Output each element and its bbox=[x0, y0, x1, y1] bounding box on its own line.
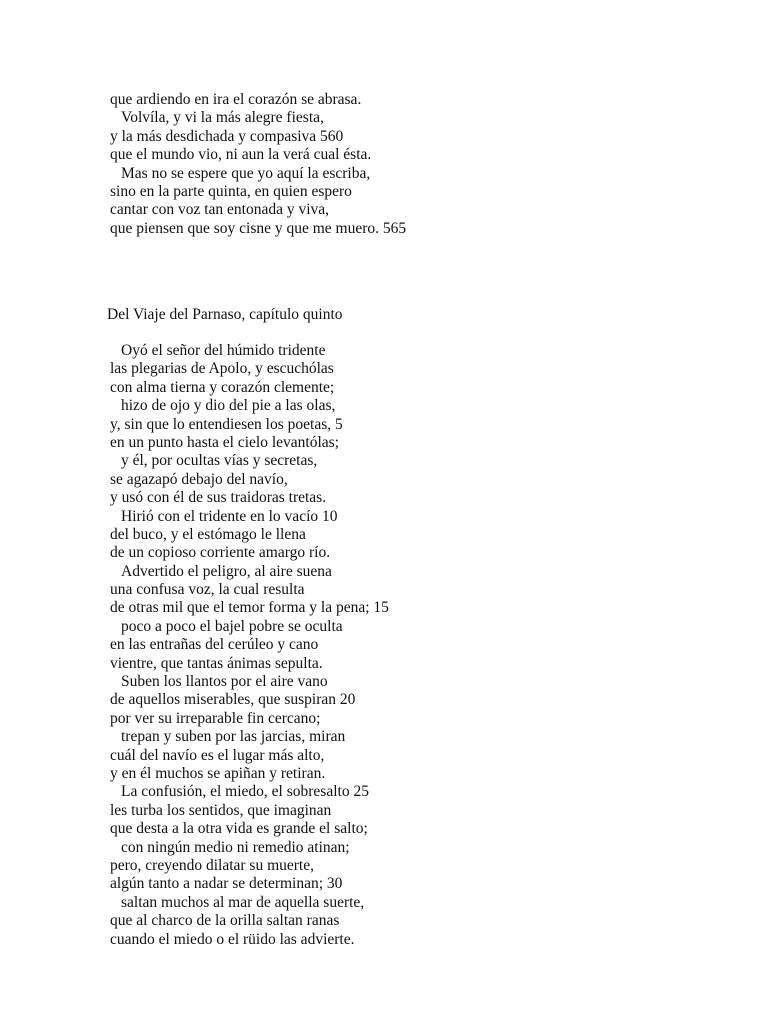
verse-line: Mas no se espere que yo aquí la escriba, bbox=[121, 164, 371, 182]
verse-line: Oyó el señor del húmido tridente bbox=[121, 342, 326, 359]
verse-line: de un copioso corriente amargo río. bbox=[110, 544, 331, 562]
verse-line: La confusión, el miedo, el sobresalto 25 bbox=[121, 783, 369, 801]
verse-line: y él, por ocultas vías y secretas, bbox=[121, 452, 318, 470]
verse-line: cuando el miedo o el rüido las advierte. bbox=[110, 930, 355, 948]
chapter-five-verses bbox=[110, 342, 389, 949]
section-title: Del Viaje del Parnaso, capítulo quinto bbox=[107, 306, 343, 323]
verse-line: Volvíla, y vi la más alegre fiesta, bbox=[121, 109, 324, 127]
verse-line: con ningún medio ni remedio atinan; bbox=[121, 838, 350, 856]
verse-line: que el mundo vio, ni aun la verá cual ésta. bbox=[110, 146, 372, 164]
verse-line: hizo de ojo y dio del pie a las olas, bbox=[121, 397, 336, 415]
verse-line: y en él muchos se apiñan y retiran. bbox=[110, 764, 326, 782]
verse-line: de otras mil que el temor forma y la pena; 15 bbox=[110, 599, 389, 617]
verse-line: sino en la parte quinta, en quien espero bbox=[110, 182, 352, 200]
verse-line: por ver su irreparable fin cercano; bbox=[110, 709, 321, 727]
verse-line: Suben los llantos por el aire vano bbox=[121, 673, 328, 691]
verse-line: que al charco de la orilla saltan ranas bbox=[110, 912, 340, 930]
verse-line: poco a poco el bajel pobre se oculta bbox=[121, 617, 343, 635]
verse-line: se agazapó debajo del navío, bbox=[110, 470, 288, 488]
verse-line: con alma tierna y corazón clemente; bbox=[110, 378, 335, 396]
verse-line: Hirió con el tridente en lo vacío 10 bbox=[121, 507, 338, 525]
verse-line: algún tanto a nadar se determinan; 30 bbox=[110, 875, 343, 893]
verse-line: cuál del navío es el lugar más alto, bbox=[110, 746, 325, 764]
verse-line: cantar con voz tan entonada y viva, bbox=[110, 201, 330, 219]
verse-line: las plegarias de Apolo, y escuchólas bbox=[110, 360, 334, 378]
verse-line: que ardiendo en ira el corazón se abrasa. bbox=[110, 91, 362, 108]
verse-line: y, sin que lo entendiesen los poetas, 5 bbox=[110, 415, 343, 433]
verse-line: de aquellos miserables, que suspiran 20 bbox=[110, 691, 356, 709]
verse-line: en las entrañas del cerúleo y cano bbox=[110, 636, 319, 654]
previous-chapter-ending bbox=[110, 91, 406, 238]
verse-line: que desta a la otra vida es grande el salto; bbox=[110, 820, 368, 838]
verse-line: y usó con él de sus traidoras tretas. bbox=[110, 489, 327, 507]
verse-line: vientre, que tantas ánimas sepulta. bbox=[110, 654, 323, 672]
verse-line: saltan muchos al mar de aquella suerte, bbox=[121, 893, 365, 911]
verse-line: del buco, y el estómago le llena bbox=[110, 525, 306, 543]
verse-line: en un punto hasta el cielo levantólas; bbox=[110, 433, 339, 451]
verse-line: pero, creyendo dilatar su muerte, bbox=[110, 856, 314, 874]
verse-line: trepan y suben por las jarcias, miran bbox=[121, 728, 346, 746]
verse-line: una confusa voz, la cual resulta bbox=[110, 581, 305, 599]
verse-line: les turba los sentidos, que imaginan bbox=[110, 801, 332, 819]
verse-line: y la más desdichada y compasiva 560 bbox=[110, 127, 344, 145]
verse-line: Advertido el peligro, al aire suena bbox=[121, 562, 332, 580]
verse-line: que piensen que soy cisne y que me muero. 565 bbox=[110, 219, 407, 237]
